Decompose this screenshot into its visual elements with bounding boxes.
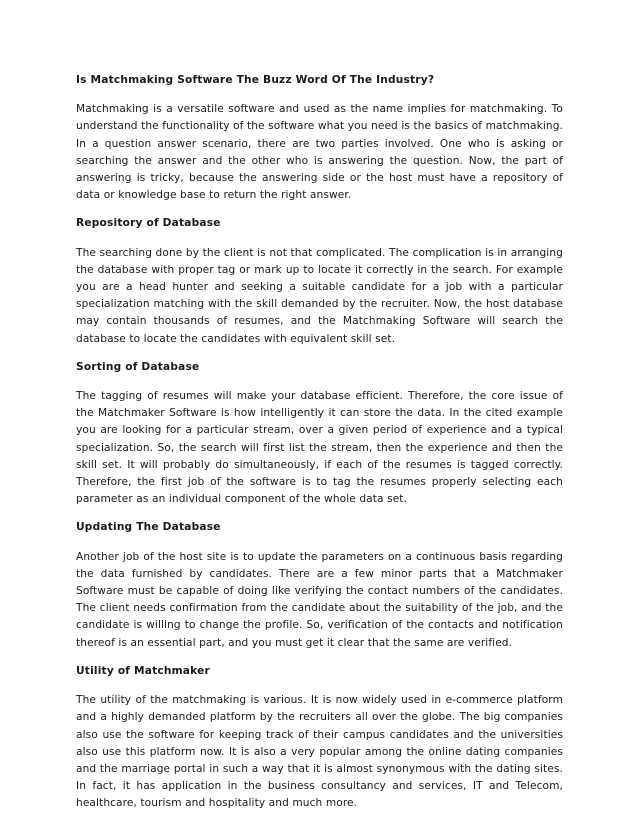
document-page: [76, 72, 563, 824]
section-body-updating: Another job of the host site is to update the parameters on a continuous basis regarding the data furnished by candidates. There are a few minor parts that a Matchmaker Software must be capable of doing like verifying the contact numbers of the candidates. The client needs confirmation from the candidate about the suitability of the job, and the candidate is willing to change the profile. So, verification of the contacts and notification thereof is an essential part, and you must get it clear that the same are verified.: [76, 550, 563, 649]
section-heading-utility: Utility of Matchmaker: [76, 664, 210, 677]
section-body-repository: The searching done by the client is not that complicated. The complication is in arranging the database with proper tag or mark up to locate it correctly in the search. For example you are a head hunter and seeking a suitable candidate for a job with a particular specialization matching with the skill demanded by the recruiter. Now, the host database may contain thousands of resumes, and the Matchmaking Software will search the database to locate the candidates with equivalent skill set.: [76, 246, 563, 345]
section-body-intro: Matchmaking is a versatile software and used as the name implies for matchmaking. To understand the functionality of the software what you need is the basics of matchmaking. In a question answer scenario, there are two parties involved. One who is asking or searching the answer and the other who is answering the question. Now, the part of answering is tricky, because the answering side or the host must have a repository of data or knowledge base to return the right answer.: [76, 103, 564, 202]
section-heading-sorting: Sorting of Database: [76, 360, 200, 373]
section-heading-intro: Is Matchmaking Software The Buzz Word Of The Industry?: [76, 74, 435, 86]
section-heading-repository: Repository of Database: [76, 217, 221, 230]
section-heading-updating: Updating The Database: [76, 521, 221, 534]
section-body-sorting: The tagging of resumes will make your database efficient. Therefore, the core issue of the Matchmaker Software is how intelligently it can store the data. In the cited example you are looking for a particular stream, over a given period of experience and a typical specialization. So, the search will first list the stream, then the experience and then the skill set. It will probably do simultaneously, if each of the resumes is tagged correctly. Therefore, the first job of the software is to tag the resumes properly selecting each parameter as an individual component of the whole data set.: [76, 390, 563, 506]
section-body-utility: The utility of the matchmaking is various. It is now widely used in e-commerce platform and a highly demanded platform by the recruiters all over the globe. The big companies also use the software for keeping track of their campus candidates and the universities also use this platform now. It is also a very popular among the online dating companies and the marriage portal in such a way that it is almost synonymous with the dating sites. In fact, it has application in the business consultancy and services, IT and Telecom, healthcare, tourism and hospitality and much more.: [76, 694, 563, 810]
